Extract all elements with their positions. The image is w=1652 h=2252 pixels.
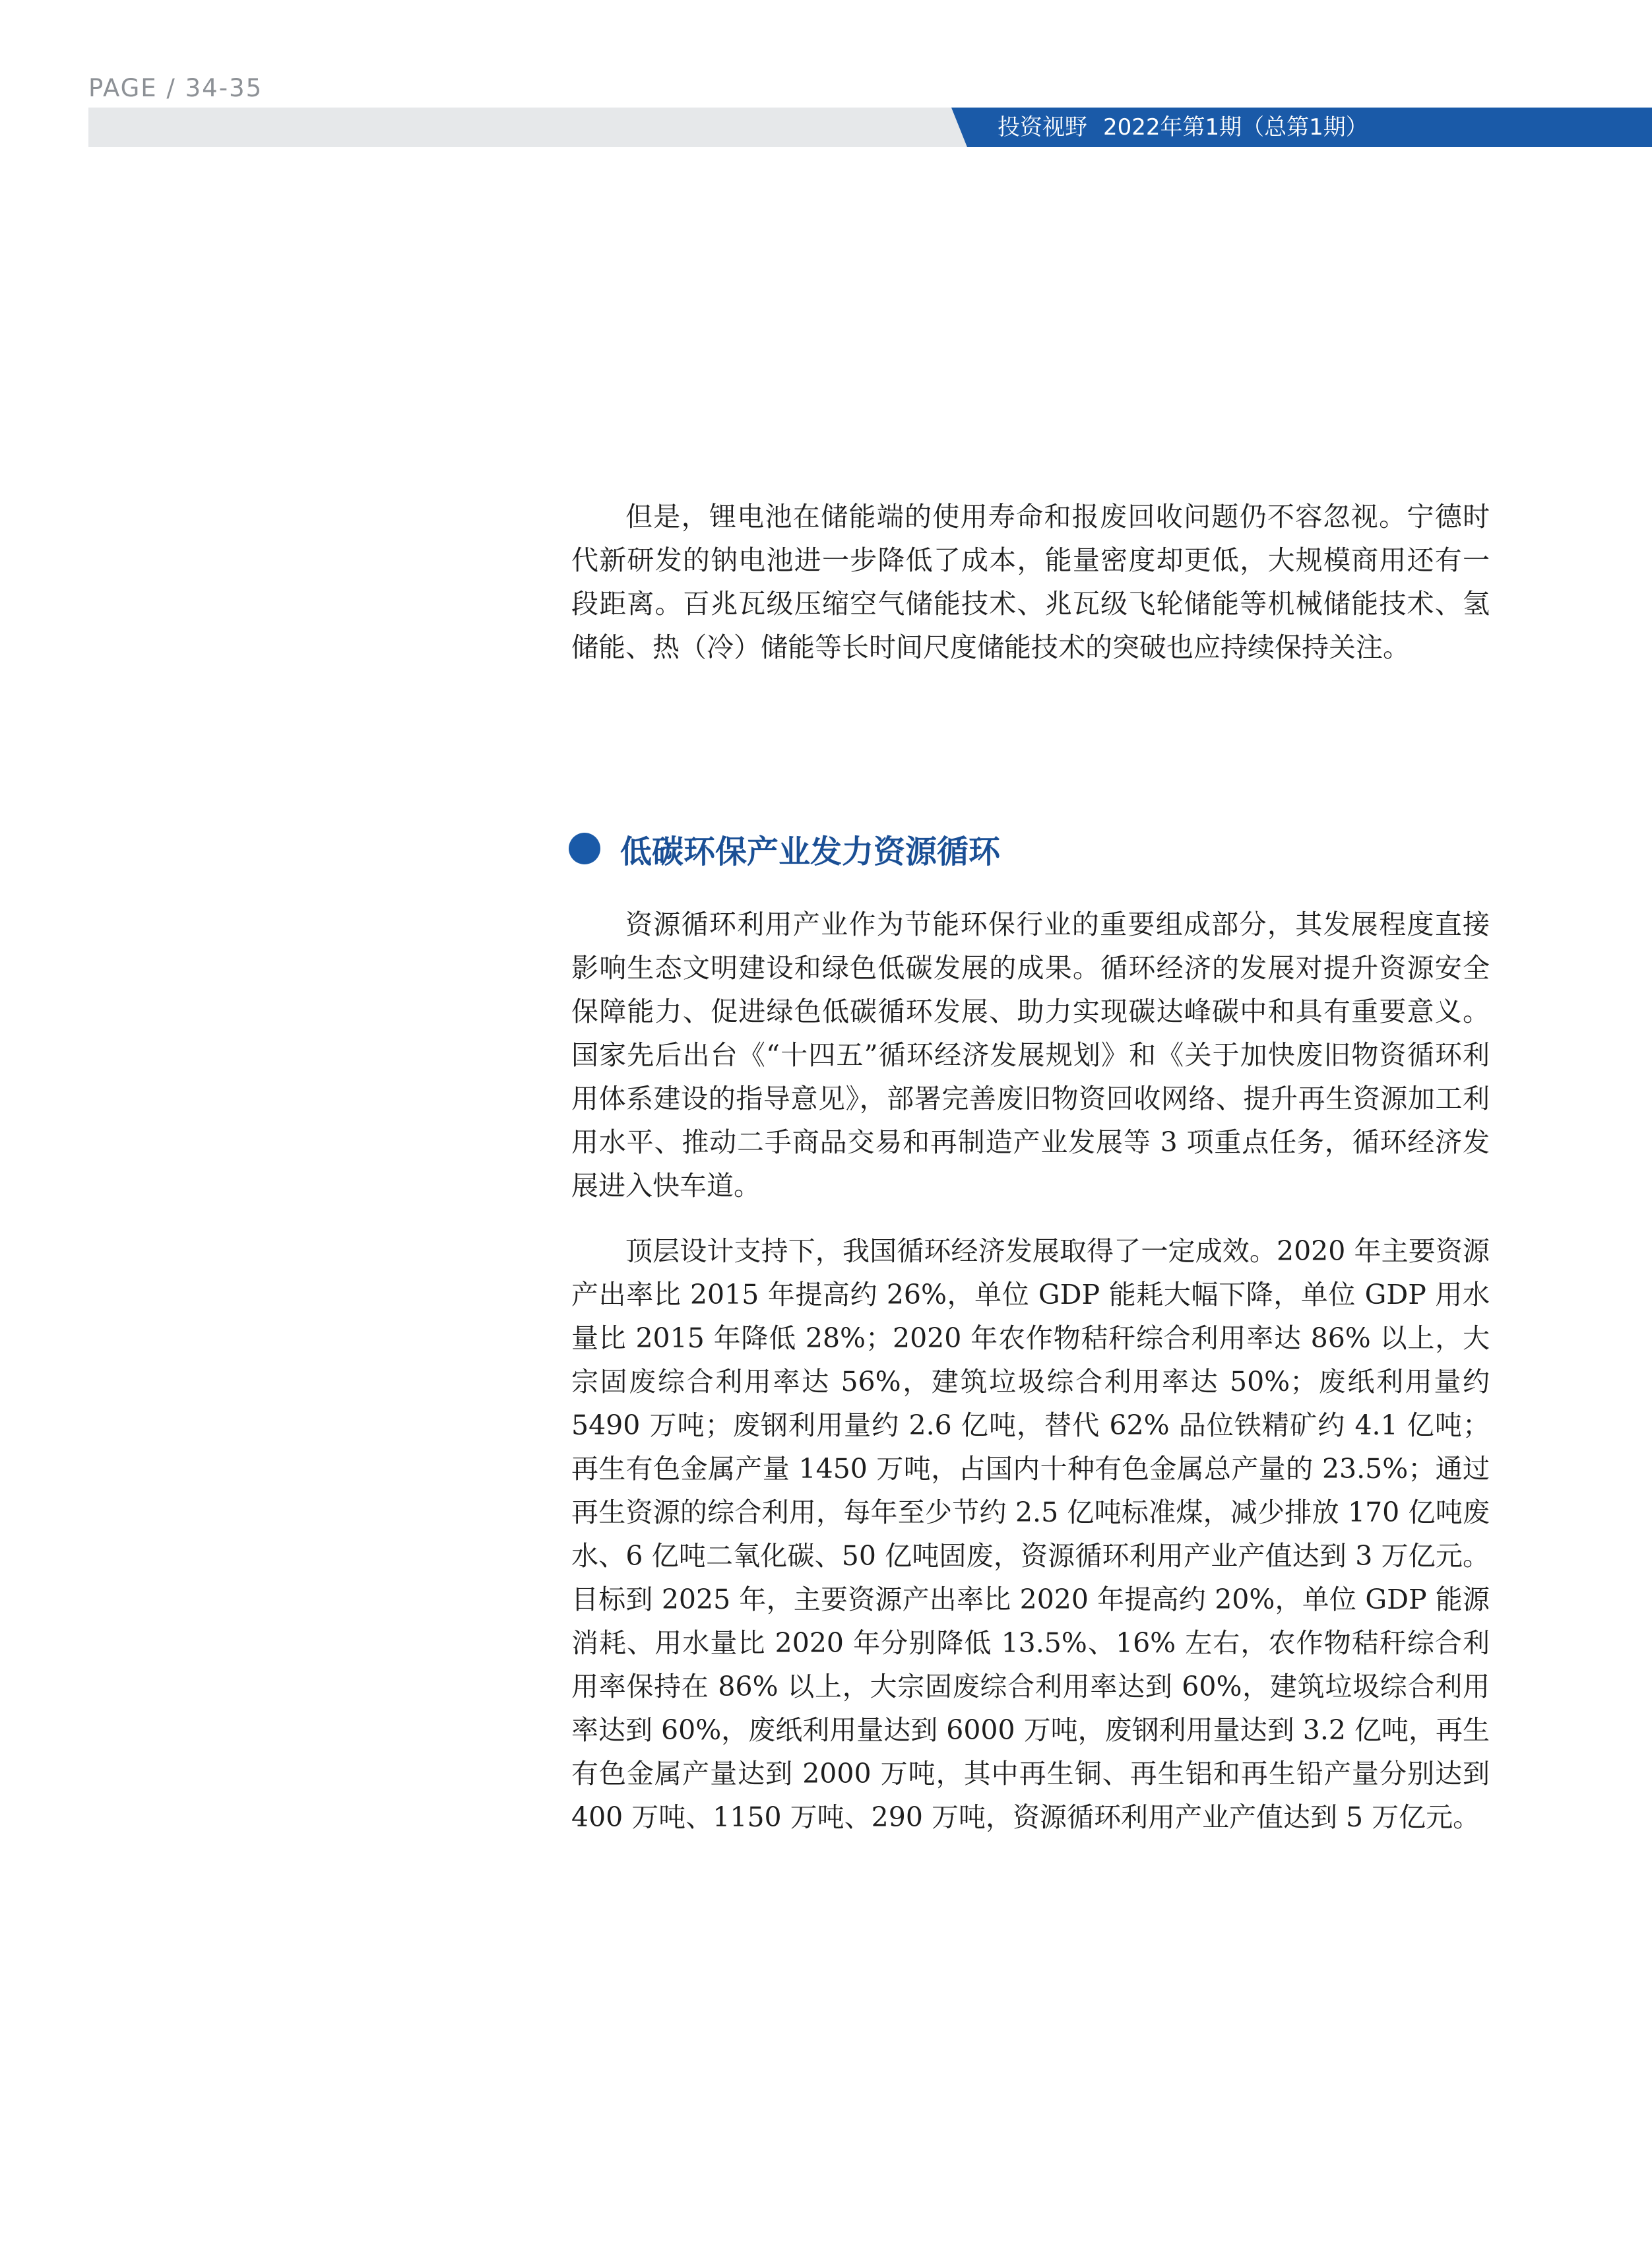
bullet-dot-icon — [569, 833, 600, 864]
running-header — [998, 108, 1368, 147]
body-paragraph-2: 资源循环利用产业作为节能环保行业的重要组成部分，其发展程度直接影响生态文明建设和绿色低碳发展的成果。循环经济的发展对提升资源安全保障能力、促进绿色低碳循环发展、助力实现碳达峰碳中和具有重要意义。国家先后出台《“十四五”循环经济发展规划》和《关于加快废旧物资循环利用体系建设的指导意见》，部署完善废旧物资回收网络、提升再生资源加工利用水平、推动二手商品交易和再制造产业发展等 3 项重点任务，循环经济发展进入快车道。 — [571, 909, 1490, 1202]
journal-name: 投资视野 — [998, 114, 1087, 141]
body-paragraph-1: 但是，锂电池在储能端的使用寿命和报废回收问题仍不容忽视。宁德时代新研发的钠电池进一步降低了成本，能量密度却更低，大规模商用还有一段距离。百兆瓦级压缩空气储能技术、兆瓦级飞轮储能等机械储能技术、氢储能、热（冷）储能等长时间尺度储能技术的突破也应持续保持关注。 — [571, 501, 1490, 663]
body-paragraph-3: 顶层设计支持下，我国循环经济发展取得了一定成效。2020 年主要资源产出率比 2015 年提高约 26%，单位 GDP 能耗大幅下降，单位 GDP 用水量比 2015 年降低 28%；2020 年农作物秸秆综合利用率达 86% 以上，大宗固废综合利用率达 56%，建筑垃圾综合利用率达 50%；废纸利用量约 5490 万吨；废钢利用量约 2.6 亿吨，替代 62% 品位铁精矿约 4.1 亿吨；再生有色金属产量 1450 万吨，占国内十种有色金属总产量的 23.5%；通过再生资源的综合利用，每年至少节约 2.5 亿吨标准煤，减少排放 170 亿吨废水、6 亿吨二氧化碳、50 亿吨固废，资源循环利用产业产值达到 3 万亿元。目标到 2025 年，主要资源产出率比 2020 年提高约 20%，单位 GDP 能源消耗、用水量比 2020 年分别降低 13.5%、16% 左右，农作物秸秆综合利用率保持在 86% 以上，大宗固废综合利用率达到 60%，建筑垃圾综合利用率达到 60%，废纸利用量达到 6000 万吨，废钢利用量达到 3.2 亿吨，再生有色金属产量达到 2000 万吨，其中再生铜、再生铝和再生铅产量分别达到 400 万吨、1150 万吨、290 万吨，资源循环利用产业产值达到 5 万亿元。 — [571, 1235, 1490, 1833]
issue-label: 2022年第1期（总第1期） — [1103, 114, 1368, 141]
section-heading — [569, 825, 1000, 872]
section-title: 低碳环保产业发力资源循环 — [620, 833, 1001, 870]
page-number-label: PAGE / 34-35 — [88, 74, 263, 102]
